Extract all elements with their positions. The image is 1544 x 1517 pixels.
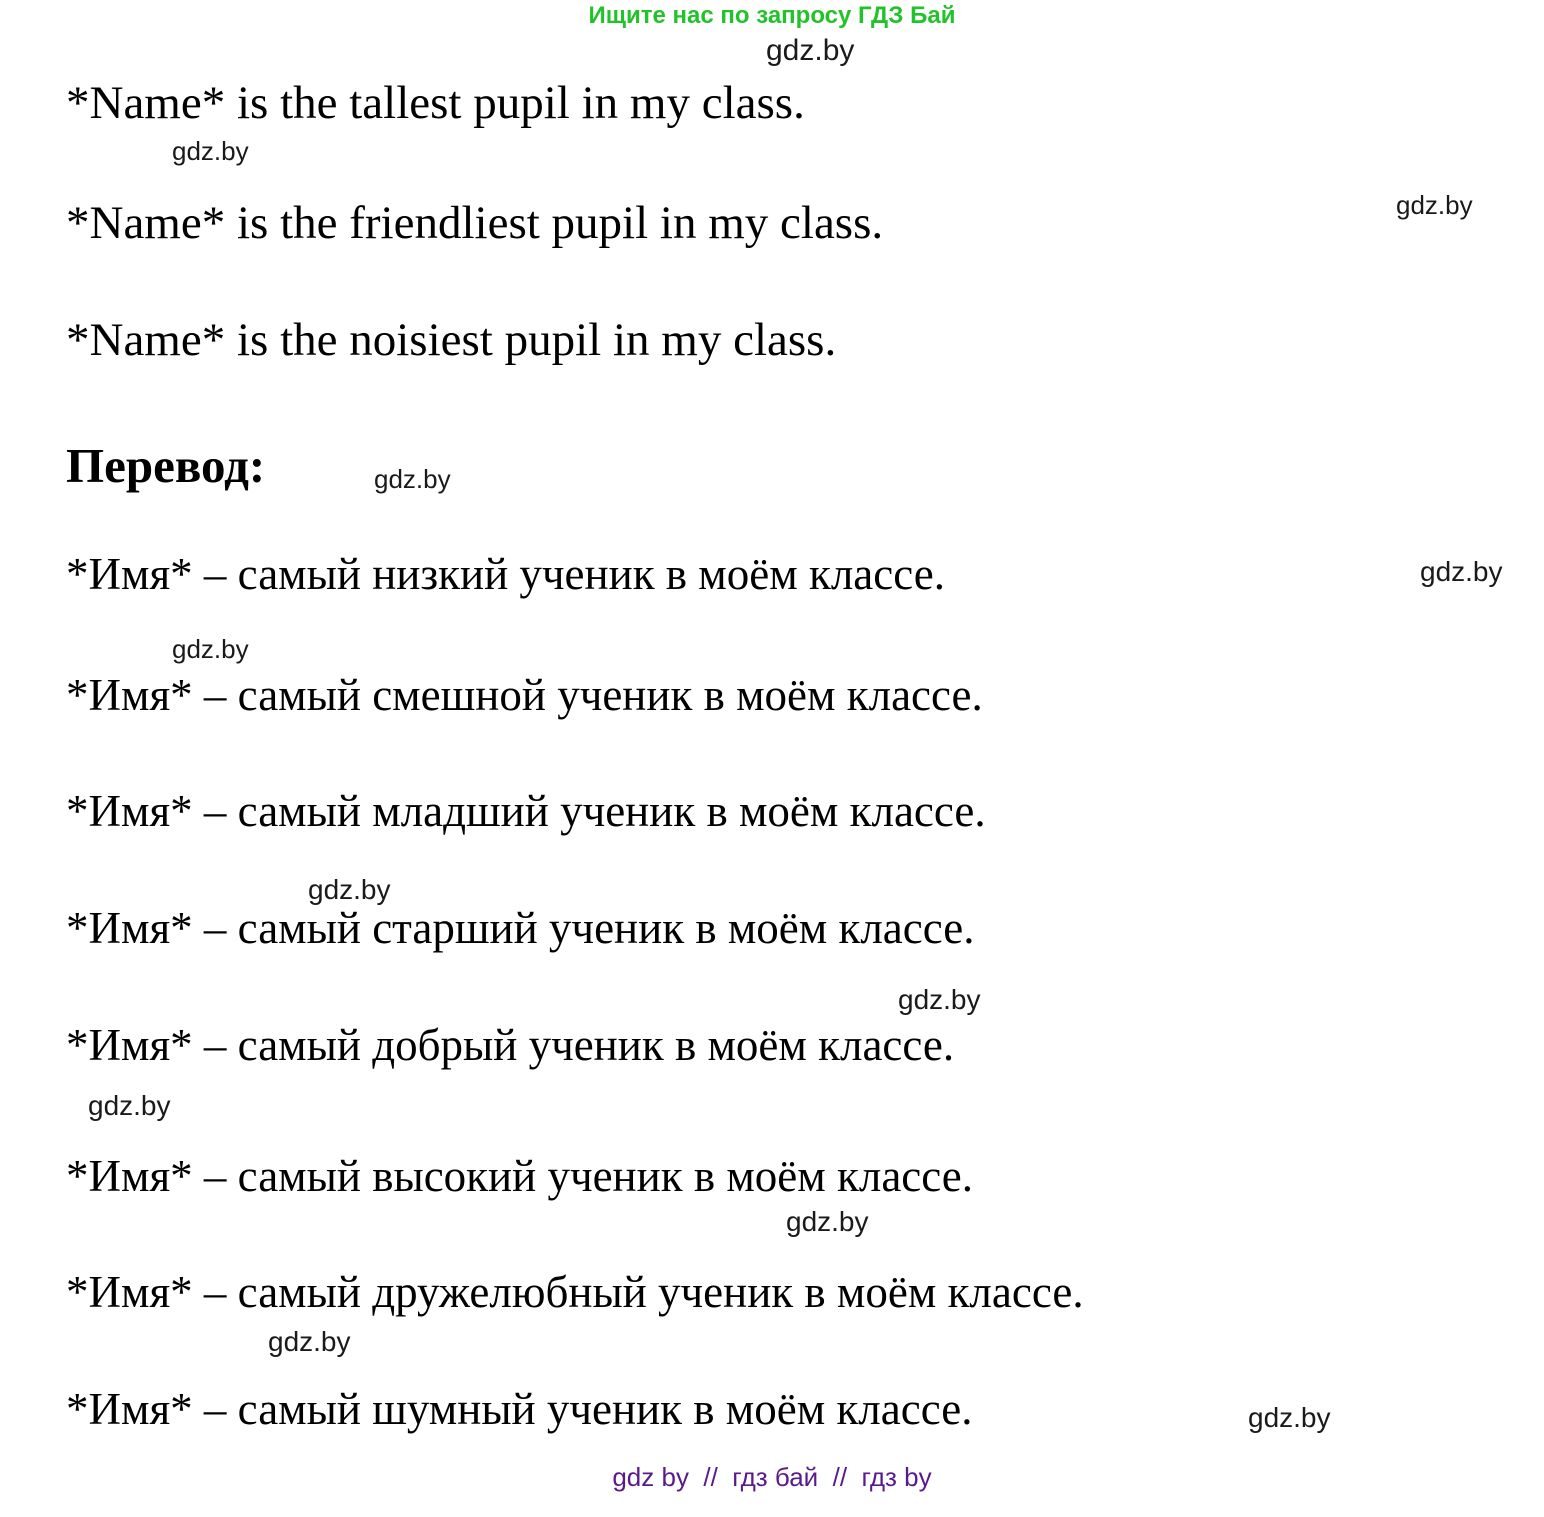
- watermark-gdz-by: gdz.by: [1420, 556, 1503, 587]
- watermark-gdz-by: gdz.by: [898, 984, 981, 1015]
- watermark-gdz-by: gdz.by: [172, 136, 249, 166]
- watermark-gdz-by: gdz.by: [172, 634, 249, 664]
- translation-sentence: *Имя* – самый шумный ученик в моём классе.: [66, 1384, 973, 1434]
- footer-site-links: gdz by // гдз бай // гдз by: [612, 1462, 932, 1492]
- english-sentence: *Name* is the noisiest pupil in my class.: [66, 314, 837, 366]
- translation-sentence: *Имя* – самый дружелюбный ученик в моём классе.: [66, 1267, 1084, 1317]
- english-sentence: *Name* is the friendliest pupil in my class.: [66, 197, 884, 249]
- promo-banner-text: Ищите нас по запросу ГДЗ Бай: [588, 2, 956, 29]
- watermark-gdz-by: gdz.by: [308, 874, 391, 905]
- translation-heading: Перевод:: [66, 438, 266, 493]
- translation-sentence: *Имя* – самый смешной ученик в моём классе.: [66, 670, 983, 720]
- watermark-gdz-by: gdz.by: [766, 34, 855, 67]
- translation-sentence: *Имя* – самый добрый ученик в моём классе.: [66, 1020, 955, 1070]
- translation-sentence: *Имя* – самый младший ученик в моём классе.: [66, 786, 986, 836]
- translation-sentence: *Имя* – самый старший ученик в моём классе.: [66, 903, 975, 953]
- watermark-gdz-by: gdz.by: [268, 1326, 351, 1357]
- watermark-gdz-by: gdz.by: [786, 1206, 869, 1237]
- translation-sentence: *Имя* – самый высокий ученик в моём классе.: [66, 1151, 974, 1201]
- watermark-gdz-by: gdz.by: [88, 1090, 171, 1121]
- watermark-gdz-by: gdz.by: [1248, 1402, 1331, 1433]
- translation-sentence: *Имя* – самый низкий ученик в моём классе.: [66, 549, 945, 599]
- watermark-gdz-by: gdz.by: [374, 464, 451, 494]
- watermark-gdz-by: gdz.by: [1396, 190, 1473, 220]
- english-sentence: *Name* is the tallest pupil in my class.: [66, 77, 805, 129]
